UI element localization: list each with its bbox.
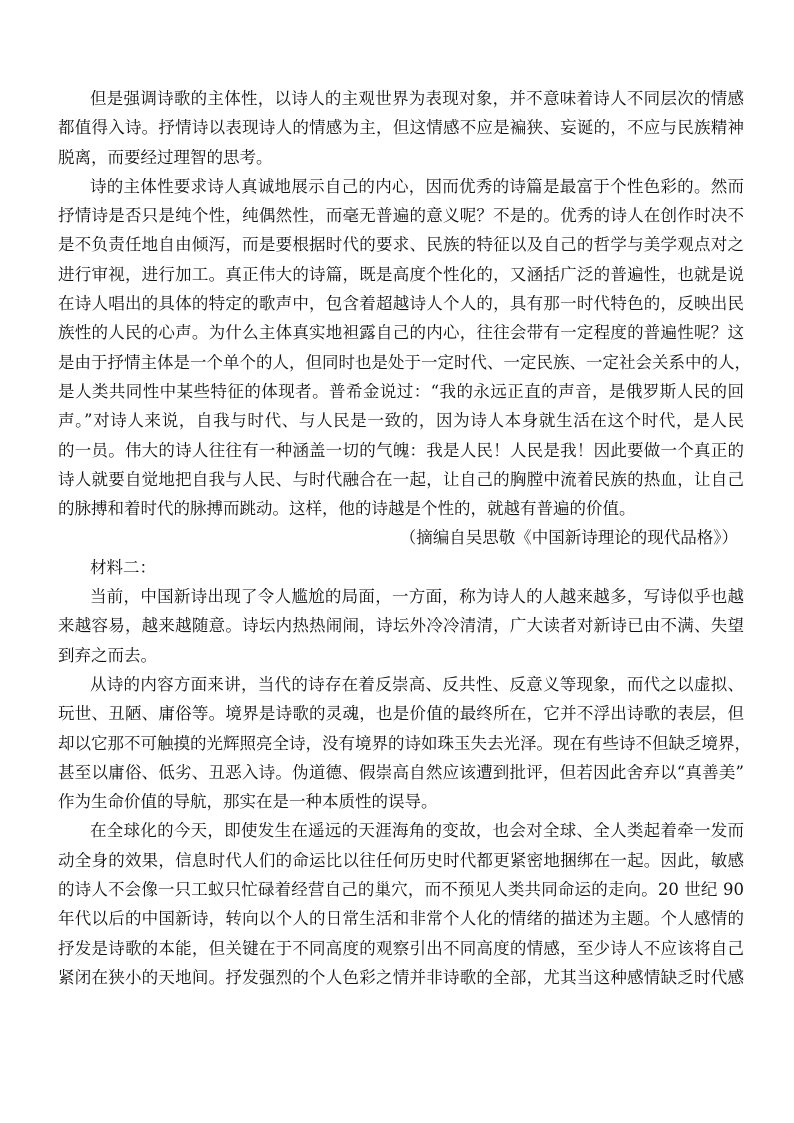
text-line: 却以它那不可触摸的光辉照亮全诗，没有境界的诗如珠玉失去光泽。现在有些诗不但缺乏境界，: [58, 733, 751, 753]
text-line: 从诗的内容方面来讲，当代的诗存在着反崇高、反共性、反意义等现象，而代之以虚拟、: [90, 674, 744, 694]
paragraph: [58, 84, 744, 172]
section-label: 材料二：: [90, 557, 156, 577]
paragraph: [58, 816, 744, 992]
text-line: 脱离，而要经过理智的思考。: [58, 147, 273, 167]
text-line: 诗人就要自觉地把自我与人民、与时代融合在一起，让自己的胸膛中流着民族的热血，让自己: [58, 469, 744, 489]
article-body: [58, 84, 751, 992]
paragraph: [58, 582, 744, 670]
text-line: 的诗人不会像一只工蚁只忙碌着经营自己的巢穴，而不预见人类共同命运的走向。20 世纪 90: [58, 880, 744, 900]
text-line: 抒发是诗歌的本能，但关键在于不同高度的观察引出不同高度的情感，至少诗人不应该将自己: [58, 938, 744, 958]
text-line: 在诗人唱出的具体的特定的歌声中，包含着超越诗人个人的，具有那一时代特色的，反映出民: [58, 294, 744, 314]
text-line: 是由于抒情主体是一个单个的人，但同时也是处于一定时代、一定民族、一定社会关系中的人，: [58, 352, 751, 372]
paragraph: [58, 172, 751, 524]
text-line: 在全球化的今天，即使发生在遥远的天涯海角的变故，也会对全球、全人类起着牵一发而: [90, 821, 744, 841]
text-line: 年代以后的中国新诗，转向以个人的日常生活和非常个人化的情绪的描述为主题。个人感情的: [58, 909, 744, 929]
text-line: 都值得入诗。抒情诗以表现诗人的情感为主，但这情感不应是褊狭、妄诞的，不应与民族精神: [58, 118, 744, 138]
text-line: 诗的主体性要求诗人真诚地展示自己的内心，因而优秀的诗篇是最富于个性色彩的。然而: [90, 176, 744, 196]
text-line: 到弃之而去。: [58, 645, 157, 665]
text-line: 进行审视，进行加工。真正伟大的诗篇，既是高度个性化的，又涵括广泛的普遍性，也就是说: [58, 264, 744, 284]
text-line: 是不负责任地自由倾泻，而是要根据时代的要求、民族的特征以及自己的哲学与美学观点对之: [58, 235, 744, 255]
text-line: 抒情诗是否只是纯个性，纯偶然性，而毫无普遍的意义呢？不是的。优秀的诗人在创作时决不: [58, 206, 744, 226]
text-line: 紧闭在狭小的天地间。抒发强烈的个人色彩之情并非诗歌的全部，尤其当这种感情缺乏时代感: [58, 967, 744, 987]
paragraph: [58, 670, 751, 816]
text-line: 的脉搏和着时代的脉搏而跳动。这样，他的诗越是个性的，就越有普遍的价值。: [58, 499, 636, 519]
text-line: 的一员。伟大的诗人往往有一种涵盖一切的气魄：我是人民！人民是我！因此要做一个真正的: [58, 440, 744, 460]
text-line: 声。”对诗人来说，自我与时代、与人民是一致的，因为诗人本身就生活在这个时代，是人民: [58, 411, 744, 431]
text-line: 是人类共同性中某些特征的体现者。普希金说过：“我的永远正直的声音，是俄罗斯人民的回: [58, 381, 744, 401]
text-line: 来越容易，越来越随意。诗坛内热热闹闹，诗坛外冷冷清清，广大读者对新诗已由不满、失望: [58, 616, 744, 636]
text-line: 族性的人民的心声。为什么主体真实地袒露自己的内心，往往会带有一定程度的普遍性呢？这: [58, 323, 744, 343]
text-line: 作为生命价值的导航，那实在是一种本质性的误导。: [58, 792, 438, 812]
text-line: 玩世、丑陋、庸俗等。境界是诗歌的灵魂，也是价值的最终所在，它并不浮出诗歌的表层，但: [58, 704, 744, 724]
text-line: 动全身的效果，信息时代人们的命运比以往任何历史时代都更紧密地捆绑在一起。因此，敏感: [58, 850, 744, 870]
citation: （摘编自吴思敬《中国新诗理论的现代品格》）: [399, 528, 738, 548]
text-line: 但是强调诗歌的主体性，以诗人的主观世界为表现对象，并不意味着诗人不同层次的情感: [90, 89, 744, 108]
text-line: 甚至以庸俗、低劣、丑恶入诗。伪道德、假崇高自然应该遭到批评，但若因此舍弃以“真善美”: [58, 762, 744, 782]
text-line: 当前，中国新诗出现了令人尴尬的局面，一方面，称为诗人的人越来越多，写诗似乎也越: [90, 587, 744, 607]
